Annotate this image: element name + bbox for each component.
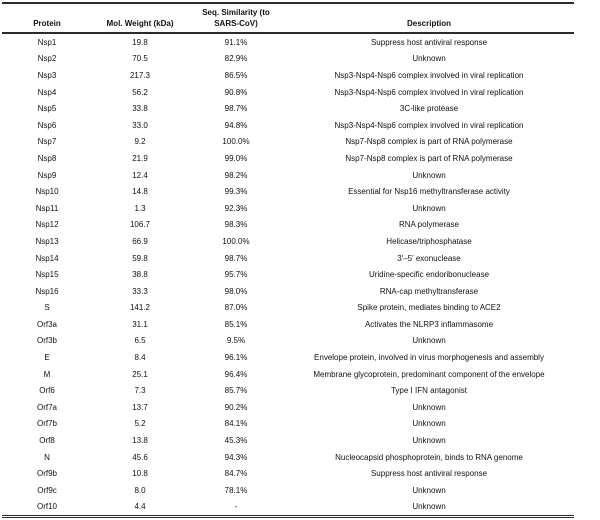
- table-row: [2, 67, 574, 84]
- cell: 82.9%: [224, 54, 248, 64]
- table-row: [2, 300, 574, 317]
- cell: Nsp16: [35, 286, 59, 296]
- cell: 66.9: [132, 236, 148, 246]
- cell: Essential for Nsp16 methyltransferase activity: [348, 187, 510, 197]
- table-row: [2, 134, 574, 151]
- cell: 21.9: [132, 153, 148, 163]
- table-row: [2, 366, 574, 383]
- cell: Nsp1: [37, 37, 57, 47]
- cell: 217.3: [129, 70, 151, 80]
- table-body: [2, 33, 574, 517]
- cell: 85.7%: [224, 386, 248, 396]
- cell: 33.8: [132, 104, 148, 114]
- cell: -: [234, 502, 238, 512]
- table-row: [2, 183, 574, 200]
- cell: 5.2: [134, 419, 146, 429]
- table-row: [2, 283, 574, 300]
- protein-table: [2, 2, 574, 518]
- cell: Orf9b: [36, 469, 57, 479]
- cell: Unknown: [412, 54, 446, 64]
- col-header-mol-weight: Mol. Weight (kDa): [92, 3, 188, 33]
- cell: 56.2: [132, 87, 148, 97]
- table-row: [2, 100, 574, 117]
- cell: 38.8: [132, 270, 148, 280]
- cell: Unknown: [412, 402, 446, 412]
- cell: Unknown: [412, 419, 446, 429]
- cell: 12.4: [132, 170, 148, 180]
- table-row: [2, 233, 574, 250]
- cell: 85.1%: [224, 319, 248, 329]
- cell: 91.1%: [224, 37, 248, 47]
- table-row: [2, 349, 574, 366]
- cell: E: [44, 353, 50, 363]
- cell: 86.5%: [224, 70, 248, 80]
- cell: Activates the NLRP3 inflammasome: [364, 319, 494, 329]
- table-row: [2, 482, 574, 499]
- cell: N: [44, 452, 50, 462]
- table-row: [2, 84, 574, 101]
- cell: 96.1%: [224, 353, 248, 363]
- cell: Nsp9: [37, 170, 57, 180]
- cell: Orf9c: [37, 485, 57, 495]
- cell: Orf3b: [36, 336, 57, 346]
- cell: Nsp12: [35, 220, 59, 230]
- table-row: [2, 200, 574, 217]
- table-row: [2, 266, 574, 283]
- cell: 106.7: [129, 220, 151, 230]
- cell: 59.8: [132, 253, 148, 263]
- table-row: [2, 316, 574, 333]
- col-header-description: Description: [284, 3, 574, 33]
- cell: 13.7: [132, 402, 148, 412]
- cell: Unknown: [412, 485, 446, 495]
- cell: 98.2%: [224, 170, 248, 180]
- cell: 95.7%: [224, 270, 248, 280]
- table-row: [2, 33, 574, 51]
- cell: 99.3%: [224, 187, 248, 197]
- cell: Unknown: [412, 203, 446, 213]
- cell: Nsp8: [37, 153, 57, 163]
- cell: 19.8: [132, 37, 148, 47]
- cell: 100.0%: [222, 137, 250, 147]
- cell: 1.3: [134, 203, 146, 213]
- cell: Nsp14: [35, 253, 59, 263]
- cell: 33.0: [132, 120, 148, 130]
- table-row: [2, 333, 574, 350]
- cell: Nsp3-Nsp4-Nsp6 complex involved in viral replication: [334, 70, 524, 80]
- cell: Spike protein, mediates binding to ACE2: [357, 303, 501, 313]
- table-row: [2, 217, 574, 234]
- cell: Nsp6: [37, 120, 57, 130]
- cell: 33.3: [132, 286, 148, 296]
- cell: Nsp3-Nsp4-Nsp6 complex involved in viral replication: [334, 120, 524, 130]
- cell: Nsp7-Nsp8 complex is part of RNA polymerase: [345, 137, 513, 147]
- cell: 98.7%: [224, 253, 248, 263]
- table-row: [2, 399, 574, 416]
- cell: Nucleocapsid phosphoprotein, binds to RNA genome: [335, 452, 523, 462]
- cell: 87.0%: [224, 303, 248, 313]
- cell: 4.4: [134, 502, 146, 512]
- table-row: [2, 416, 574, 433]
- cell: 94.8%: [224, 120, 248, 130]
- cell: 9.5%: [226, 336, 246, 346]
- cell: 84.7%: [224, 469, 248, 479]
- header-row: [2, 3, 574, 33]
- cell: 78.1%: [224, 485, 248, 495]
- cell: Helicase/triphosphatase: [386, 236, 472, 246]
- cell: 8.0: [134, 485, 146, 495]
- cell: Suppress host antiviral response: [370, 469, 488, 479]
- cell: Unknown: [412, 502, 446, 512]
- cell: Orf6: [39, 386, 55, 396]
- cell: Membrane glycoprotein, predominant component of the envelope: [313, 369, 545, 379]
- cell: Nsp13: [35, 236, 59, 246]
- cell: Orf7b: [36, 419, 57, 429]
- cell: 31.1: [132, 319, 148, 329]
- cell: 25.1: [132, 369, 148, 379]
- cell: Suppress host antiviral response: [370, 37, 488, 47]
- cell: 90.8%: [224, 87, 248, 97]
- cell: Nsp7: [37, 137, 57, 147]
- cell: Nsp5: [37, 104, 57, 114]
- cell: Nsp3: [37, 70, 57, 80]
- col-header-protein: Protein: [2, 3, 92, 33]
- cell: 141.2: [129, 303, 151, 313]
- cell: Unknown: [412, 436, 446, 446]
- cell: Uridine-specific endoribonuclease: [368, 270, 490, 280]
- cell: Orf3a: [36, 319, 57, 329]
- cell: 8.4: [134, 353, 146, 363]
- cell: 10.8: [132, 469, 148, 479]
- cell: 84.1%: [224, 419, 248, 429]
- cell: 9.2: [134, 137, 146, 147]
- cell: 45.6: [132, 452, 148, 462]
- cell: Orf7a: [36, 402, 57, 412]
- cell: 96.4%: [224, 369, 248, 379]
- cell: Orf8: [39, 436, 55, 446]
- cell: Nsp11: [35, 203, 59, 213]
- cell: Unknown: [412, 170, 446, 180]
- table-row: [2, 117, 574, 134]
- cell: RNA polymerase: [398, 220, 460, 230]
- cell: 92.3%: [224, 203, 248, 213]
- cell: 94.3%: [224, 452, 248, 462]
- table-row: [2, 250, 574, 267]
- cell: 90.2%: [224, 402, 248, 412]
- cell: 6.5: [134, 336, 146, 346]
- cell: 70.5: [132, 54, 148, 64]
- cell: 14.8: [132, 187, 148, 197]
- cell: Unknown: [412, 336, 446, 346]
- cell: Orf10: [36, 502, 57, 512]
- cell: Nsp4: [37, 87, 57, 97]
- table-row: [2, 167, 574, 184]
- table-row: [2, 432, 574, 449]
- cell: Envelope protein, involved in virus morphogenesis and assembly: [314, 353, 544, 363]
- table-row: [2, 150, 574, 167]
- table-row: [2, 465, 574, 482]
- cell: Nsp10: [35, 187, 59, 197]
- cell: 98.0%: [224, 286, 248, 296]
- cell: Nsp7-Nsp8 complex is part of RNA polymerase: [345, 153, 513, 163]
- cell: 100.0%: [222, 236, 250, 246]
- table-row: [2, 449, 574, 466]
- cell: 98.7%: [224, 104, 248, 114]
- cell: Nsp15: [35, 270, 59, 280]
- table-row: [2, 499, 574, 517]
- cell: 3C-like protease: [399, 104, 459, 114]
- cell: RNA-cap methyltransferase: [379, 286, 479, 296]
- table-header: [2, 3, 574, 33]
- cell: 98.3%: [224, 220, 248, 230]
- table-row: [2, 51, 574, 68]
- cell: 45.3%: [224, 436, 248, 446]
- cell: 99.0%: [224, 153, 248, 163]
- col-header-seq-similarity: Seq. Similarity (to SARS-CoV): [188, 3, 284, 33]
- cell: M: [43, 369, 51, 379]
- cell: 7.3: [134, 386, 146, 396]
- cell: Nsp3-Nsp4-Nsp6 complex involved in viral replication: [334, 87, 524, 97]
- table-row: [2, 382, 574, 399]
- cell: 13.8: [132, 436, 148, 446]
- cell: Nsp2: [37, 54, 57, 64]
- cell: S: [44, 303, 50, 313]
- cell: Type I IFN antagonist: [390, 386, 468, 396]
- cell: 3′–5′ exonuclease: [397, 253, 461, 263]
